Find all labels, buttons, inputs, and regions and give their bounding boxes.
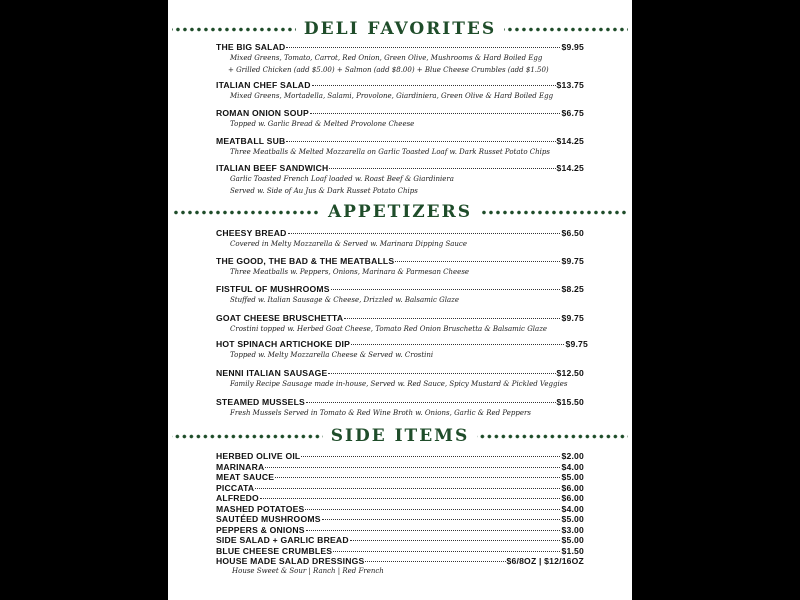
dot-leader bbox=[306, 402, 556, 403]
side-item bbox=[216, 504, 584, 514]
item-price: $9.75 bbox=[561, 313, 584, 323]
item-name: SAUTÉED MUSHROOMS bbox=[216, 514, 321, 524]
item-description: Served w. Side of Au Jus & Dark Russet Potato Chips bbox=[230, 186, 418, 195]
item-price: $15.50 bbox=[556, 397, 584, 407]
section-title: DELI FAVORITES bbox=[303, 19, 497, 39]
item-name: HOT SPINACH ARTICHOKE DIP bbox=[216, 339, 351, 349]
item-name: THE GOOD, THE BAD & THE MEATBALLS bbox=[216, 256, 395, 266]
item-name: MARINARA bbox=[216, 461, 265, 472]
side-item bbox=[216, 546, 584, 556]
item-price: $5.00 bbox=[561, 535, 584, 545]
side-item bbox=[216, 462, 584, 472]
deli-section-header bbox=[168, 18, 632, 40]
menu-item bbox=[216, 397, 584, 420]
item-addons: + Grilled Chicken (add $5.00) + Salmon (add $8.00) + Blue Cheese Crumbles (add $1.50) bbox=[228, 65, 549, 74]
item-price: $5.00 bbox=[561, 472, 584, 482]
dot-leader bbox=[344, 318, 560, 319]
dot-leader bbox=[286, 47, 560, 48]
dot-leader bbox=[260, 498, 561, 499]
item-price: $6.00 bbox=[561, 493, 584, 503]
menu-item bbox=[216, 108, 584, 131]
item-price: $6/8OZ | $12/16OZ bbox=[506, 556, 584, 566]
dot-leader bbox=[331, 289, 561, 290]
item-name: THE BIG SALAD bbox=[216, 42, 286, 52]
item-price: $6.75 bbox=[561, 108, 584, 118]
item-name: HERBED OLIVE OIL bbox=[216, 451, 301, 461]
section-title: SIDE ITEMS bbox=[330, 426, 470, 446]
item-description: Mixed Greens, Mortadella, Salami, Provolone, Giardiniera, Green Olive & Hard Boiled Egg bbox=[230, 92, 554, 100]
item-name: MEATBALL SUB bbox=[216, 136, 286, 146]
dotted-divider bbox=[480, 210, 628, 215]
item-price: $9.75 bbox=[565, 339, 588, 349]
item-description: Covered in Melty Mozzarella & Served w. Marinara Dipping Sauce bbox=[230, 240, 467, 248]
item-description: Topped w. Garlic Bread & Melted Provolone Cheese bbox=[230, 120, 415, 128]
dot-leader bbox=[265, 467, 560, 468]
item-name: ITALIAN BEEF SANDWICH bbox=[216, 163, 329, 173]
dotted-divider bbox=[504, 27, 628, 32]
item-description: Family Recipe Sausage made in-house, Served w. Red Sauce, Spicy Mustard & Pickled Veggies bbox=[230, 380, 568, 388]
side-item bbox=[216, 535, 584, 545]
item-name: NENNI ITALIAN SAUSAGE bbox=[216, 368, 328, 378]
item-description: Three Meatballs & Melted Mozzarella on Garlic Toasted Loaf w. Dark Russet Potato Chips bbox=[230, 148, 550, 156]
item-name: ALFREDO bbox=[216, 493, 259, 503]
dotted-divider bbox=[172, 210, 320, 215]
dot-leader bbox=[255, 488, 560, 489]
section-title: APPETIZERS bbox=[327, 202, 473, 222]
dotted-divider bbox=[172, 434, 323, 439]
dot-leader bbox=[312, 85, 556, 86]
item-price: $5.00 bbox=[561, 514, 584, 524]
item-description: Mixed Greens, Tomato, Carrot, Red Onion, Green Olive, Mushrooms & Hard Boiled Egg bbox=[230, 54, 543, 62]
side-item bbox=[216, 483, 584, 493]
menu-item bbox=[216, 313, 584, 336]
dot-leader bbox=[329, 168, 555, 169]
item-name: FISTFUL OF MUSHROOMS bbox=[216, 284, 330, 294]
side-item bbox=[216, 451, 584, 461]
side-item bbox=[216, 525, 584, 535]
sides-section-header bbox=[168, 425, 632, 447]
item-description: Fresh Mussels Served in Tomato & Red Wine Broth w. Onions, Garlic & Red Peppers bbox=[230, 409, 531, 417]
menu-item bbox=[216, 339, 588, 362]
item-name: MEAT SAUCE bbox=[216, 472, 275, 482]
item-price: $4.00 bbox=[561, 461, 584, 472]
item-name: PICCATA bbox=[216, 482, 255, 493]
item-price: $14.25 bbox=[556, 136, 584, 146]
menu-item bbox=[216, 256, 584, 279]
dot-leader bbox=[365, 561, 505, 562]
item-name: CHEESY BREAD bbox=[216, 228, 287, 238]
menu-page bbox=[168, 0, 632, 600]
item-price: $4.00 bbox=[561, 503, 584, 514]
menu-item bbox=[216, 80, 584, 103]
item-price: $3.00 bbox=[561, 524, 584, 535]
item-price: $2.00 bbox=[561, 451, 584, 461]
item-name: MASHED POTATOES bbox=[216, 503, 305, 514]
menu-item bbox=[216, 42, 584, 76]
dot-leader bbox=[310, 113, 561, 114]
item-description: House Sweet & Sour | Ranch | Red French bbox=[232, 567, 384, 576]
dot-leader bbox=[322, 519, 561, 520]
item-price: $6.00 bbox=[561, 482, 584, 493]
dot-leader bbox=[395, 261, 560, 262]
item-name: GOAT CHEESE BRUSCHETTA bbox=[216, 313, 344, 323]
dot-leader bbox=[350, 540, 561, 541]
item-name: ROMAN ONION SOUP bbox=[216, 108, 309, 118]
item-name: ITALIAN CHEF SALAD bbox=[216, 80, 311, 90]
menu-item bbox=[216, 136, 584, 159]
dot-leader bbox=[286, 141, 555, 142]
dot-leader bbox=[288, 233, 561, 234]
item-description: Garlic Toasted French Loaf loaded w. Roast Beef & Giardiniera bbox=[230, 175, 454, 183]
side-item bbox=[216, 514, 584, 524]
item-name: BLUE CHEESE CRUMBLES bbox=[216, 545, 333, 556]
item-price: $14.25 bbox=[556, 163, 584, 173]
dot-leader bbox=[301, 456, 560, 457]
side-item bbox=[216, 556, 584, 578]
dot-leader bbox=[333, 551, 560, 552]
menu-item bbox=[216, 368, 584, 391]
dotted-divider bbox=[172, 27, 296, 32]
dot-leader bbox=[351, 344, 564, 345]
menu-item bbox=[216, 228, 584, 251]
item-name: PEPPERS & ONIONS bbox=[216, 524, 305, 535]
dot-leader bbox=[328, 373, 555, 374]
side-item bbox=[216, 472, 584, 482]
dot-leader bbox=[305, 509, 560, 510]
item-name: HOUSE MADE SALAD DRESSINGS bbox=[216, 556, 365, 566]
item-description: Crostini topped w. Herbed Goat Cheese, Tomato Red Onion Bruschetta & Balsamic Glaze bbox=[230, 325, 548, 333]
dot-leader bbox=[275, 477, 560, 478]
item-price: $9.75 bbox=[561, 256, 584, 266]
item-price: $6.50 bbox=[561, 228, 584, 238]
menu-item bbox=[216, 284, 584, 307]
item-price: $9.95 bbox=[561, 42, 584, 52]
dot-leader bbox=[306, 530, 561, 531]
item-price: $8.25 bbox=[561, 284, 584, 294]
item-description: Stuffed w. Italian Sausage & Cheese, Drizzled w. Balsamic Glaze bbox=[230, 296, 460, 304]
item-name: STEAMED MUSSELS bbox=[216, 397, 305, 407]
item-description: Three Meatballs w. Peppers, Onions, Marinara & Parmesan Cheese bbox=[230, 268, 470, 276]
menu-item bbox=[216, 163, 584, 197]
item-name: SIDE SALAD + GARLIC BREAD bbox=[216, 535, 349, 545]
item-price: $13.75 bbox=[556, 80, 584, 90]
appetizers-section-header bbox=[168, 201, 632, 223]
side-item bbox=[216, 493, 584, 503]
item-description: Topped w. Melty Mozzarella Cheese & Served w. Crostini bbox=[230, 351, 434, 359]
dotted-divider bbox=[477, 434, 628, 439]
item-price: $1.50 bbox=[561, 545, 584, 556]
item-price: $12.50 bbox=[556, 368, 584, 378]
